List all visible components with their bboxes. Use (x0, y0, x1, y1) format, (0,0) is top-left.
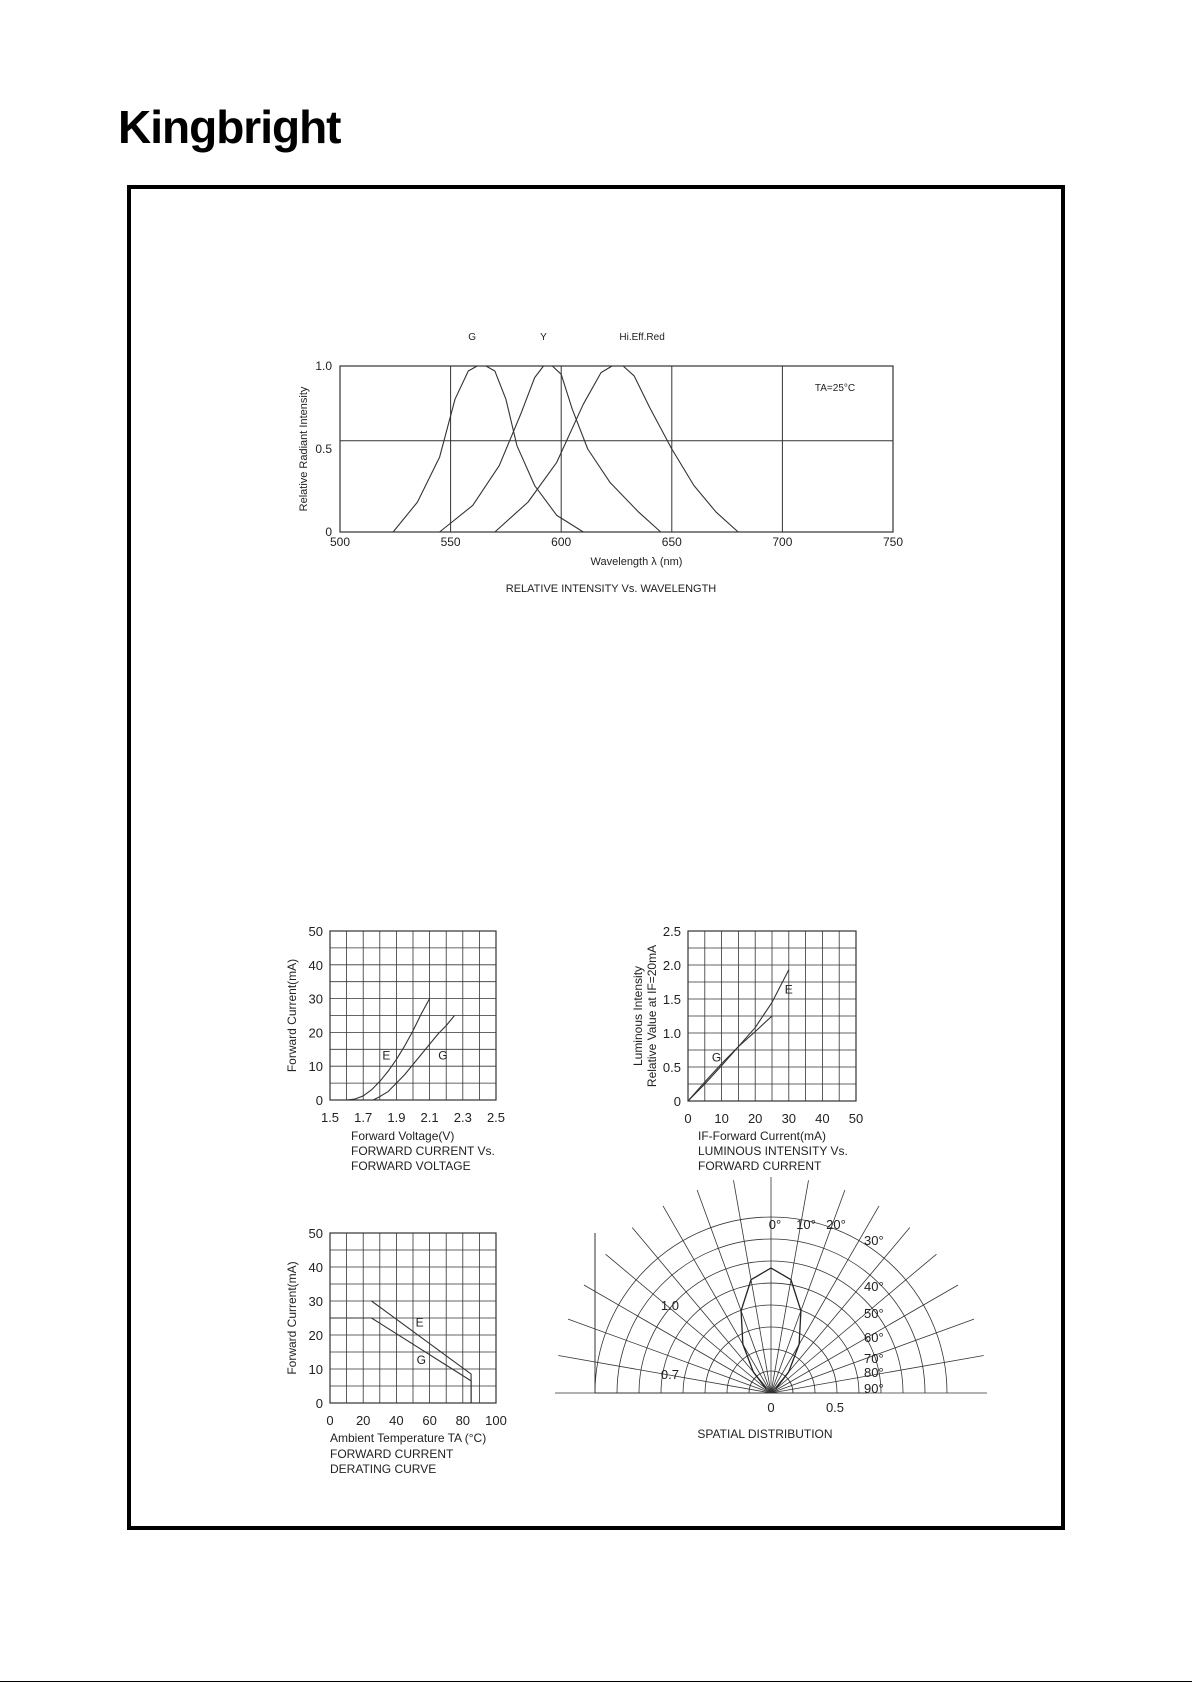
lumi-chart-x-tick-label: 20 (747, 1111, 763, 1126)
spectrum-y-tick-label: 1.0 (315, 359, 332, 373)
derating-chart-y-tick-label: 20 (308, 1328, 323, 1343)
spatial-angle-ray (606, 1254, 771, 1393)
lumi-chart-x-axis-label: IF-Forward Current(mA) (698, 1129, 827, 1143)
lumi-chart-series-e-label: E (784, 982, 793, 997)
spatial-angle-label: 90° (864, 1381, 884, 1396)
lumi-chart-title-line-2: FORWARD CURRENT (698, 1159, 822, 1173)
lumi-chart-title-line-1: LUMINOUS INTENSITY Vs. (698, 1144, 848, 1158)
derating-chart-x-axis-label: Ambient Temperature TA (°C) (330, 1431, 487, 1445)
spectrum-temperature-annotation: TA=25°C (814, 383, 856, 394)
iv-chart-x-tick-label: 2.1 (420, 1110, 439, 1125)
spatial-radius-label: 0.7 (660, 1367, 679, 1382)
iv-chart-y-tick-label: 50 (308, 924, 323, 939)
derating-chart-series-g-label: G (416, 1352, 426, 1367)
lumi-chart-y-axis-label-line-2: Relative Value at IF=20mA (645, 944, 659, 1088)
spectrum-series-0-line (393, 366, 583, 532)
spatial-angle-label: 40° (864, 1279, 884, 1294)
spatial-angle-label: 20° (826, 1217, 846, 1232)
spectrum-x-tick-label: 700 (772, 535, 793, 549)
derating-chart-x-tick-label: 20 (355, 1413, 371, 1428)
iv-chart-x-tick-label: 1.7 (354, 1110, 373, 1125)
spectrum-series-2-label: Hi.Eff.Red (619, 332, 665, 343)
spatial-angle-label: 50° (864, 1306, 884, 1321)
spatial-chart-title: SPATIAL DISTRIBUTION (697, 1427, 833, 1441)
spatial-angle-ray (632, 1228, 771, 1393)
spectrum-series-0-label: G (468, 332, 477, 343)
iv-chart-series-e-label: E (382, 1048, 391, 1063)
spatial-angle-label: 70° (864, 1351, 884, 1366)
spectrum-series-2-line (495, 366, 738, 532)
spectrum-chart-title: RELATIVE INTENSITY Vs. WAVELENGTH (505, 583, 717, 595)
derating-chart-x-tick-label: 40 (389, 1413, 404, 1428)
iv-chart-y-tick-label: 0 (315, 1093, 323, 1108)
spatial-radius-label: 0.5 (825, 1400, 845, 1415)
spectrum-y-tick-label: 0 (325, 525, 332, 539)
lumi-chart-y-tick-label: 1.5 (662, 992, 681, 1007)
lumi-chart-x-tick-label: 40 (815, 1111, 830, 1126)
spectrum-x-tick-label: 550 (440, 535, 461, 549)
spatial-angle-ray (771, 1228, 910, 1393)
spectrum-x-tick-label: 750 (882, 535, 904, 549)
derating-chart-x-tick-label: 100 (485, 1413, 507, 1428)
spatial-angle-label: 10° (796, 1217, 816, 1232)
lumi-chart-series-g-label: G (711, 1050, 722, 1065)
spatial-radius-label: 0 (767, 1400, 775, 1415)
spatial-angle-label: 30° (864, 1233, 884, 1248)
lumi-chart-y-tick-label: 0.5 (662, 1060, 681, 1075)
iv-chart-x-tick-label: 2.3 (453, 1110, 472, 1125)
spectrum-plot-frame (340, 366, 893, 532)
iv-chart-x-axis-label: Forward Voltage(V) (351, 1129, 455, 1143)
spatial-angle-ray (771, 1254, 936, 1393)
spectrum-x-axis-label: Wavelength λ (nm) (590, 556, 683, 568)
derating-chart-y-tick-label: 40 (308, 1260, 323, 1275)
lumi-chart-x-tick-label: 0 (684, 1111, 692, 1126)
iv-chart-series-g-label: G (438, 1048, 448, 1063)
iv-chart-x-tick-label: 1.9 (387, 1110, 406, 1125)
derating-chart-x-tick-label: 0 (326, 1413, 334, 1428)
lumi-chart-y-tick-label: 1.0 (662, 1026, 681, 1041)
iv-chart-title-line-1: FORWARD CURRENT Vs. (351, 1144, 495, 1158)
lumi-chart-x-tick-label: 10 (714, 1111, 729, 1126)
lumi-chart-x-tick-label: 30 (781, 1111, 797, 1126)
derating-chart-series-g-line (330, 1315, 471, 1403)
derating-chart-y-tick-label: 50 (308, 1226, 323, 1241)
derating-chart-y-tick-label: 10 (308, 1362, 323, 1377)
derating-chart-series-e-label: E (415, 1315, 424, 1330)
spectrum-y-axis-label: Relative Radiant Intensity (298, 386, 310, 512)
iv-chart-x-tick-label: 1.5 (320, 1110, 340, 1125)
derating-chart-y-tick-label: 0 (315, 1396, 323, 1411)
spatial-angle-label: 0° (768, 1217, 782, 1232)
iv-chart-y-tick-label: 10 (308, 1059, 323, 1075)
spatial-angle-ray (697, 1190, 771, 1393)
lumi-chart-y-tick-label: 0 (673, 1094, 681, 1109)
spectrum-x-tick-label: 600 (551, 535, 572, 549)
lumi-chart-y-tick-label: 2.5 (662, 924, 681, 939)
derating-chart-y-axis-label: Forward Current(mA) (285, 1261, 299, 1375)
derating-chart-x-tick-label: 60 (422, 1413, 437, 1428)
iv-chart-title-line-2: FORWARD VOLTAGE (351, 1159, 471, 1173)
iv-chart-y-tick-label: 40 (308, 957, 323, 973)
iv-chart-y-axis-label: Forward Current(mA) (285, 958, 299, 1073)
spectrum-x-tick-label: 500 (329, 535, 351, 549)
kingbright-logo: Kingbright (118, 101, 341, 153)
derating-chart-y-tick-label: 30 (308, 1294, 323, 1309)
iv-chart-x-tick-label: 2.5 (486, 1110, 506, 1125)
lumi-chart-y-tick-label: 2.0 (662, 958, 681, 973)
iv-chart-y-tick-label: 20 (308, 1025, 323, 1041)
spectrum-y-tick-label: 0.5 (315, 442, 332, 456)
spatial-angle-label: 60° (864, 1330, 884, 1345)
lumi-chart-y-axis-label-line-1: Luminous Intensity (631, 965, 645, 1067)
derating-chart-x-tick-label: 80 (455, 1413, 471, 1428)
derating-chart-title-line-1: FORWARD CURRENT (330, 1447, 454, 1461)
derating-chart-title-line-2: DERATING CURVE (330, 1462, 437, 1476)
spectrum-series-1-label: Y (540, 332, 547, 343)
spatial-angle-label: 80° (864, 1365, 884, 1380)
spatial-radius-label: 1.0 (660, 1298, 679, 1313)
spectrum-x-tick-label: 650 (661, 535, 682, 549)
lumi-chart-x-tick-label: 50 (848, 1111, 864, 1126)
iv-chart-y-tick-label: 30 (308, 991, 323, 1007)
